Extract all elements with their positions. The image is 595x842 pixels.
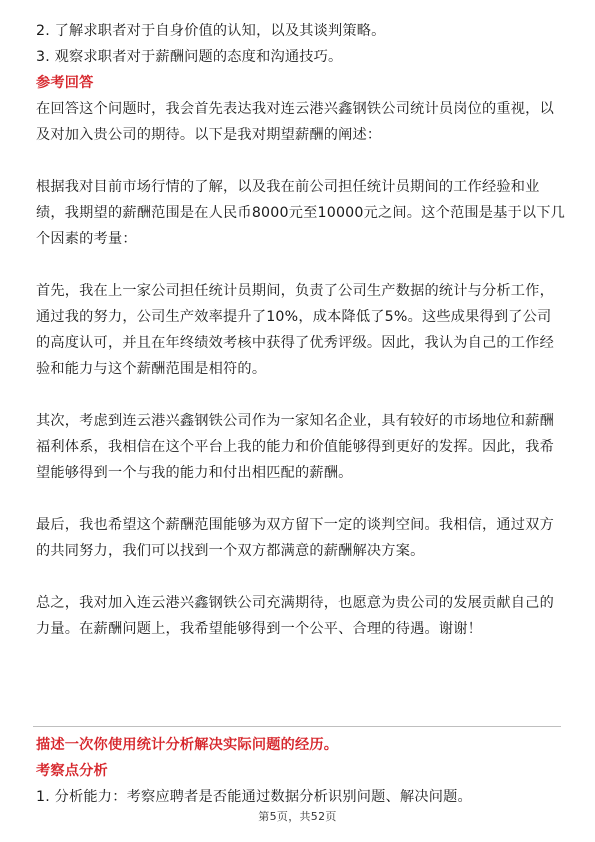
paragraph-line: 个因素的考量： xyxy=(36,231,137,247)
paragraph-first-reason xyxy=(36,278,560,382)
paragraph-last-reason xyxy=(36,512,560,564)
paragraph-line: 及对加入贵公司的期待。以下是我对期望薪酬的阐述： xyxy=(36,127,382,143)
paragraph-line: 总之，我对加入连云港兴鑫钢铁公司充满期待，也愿意为贵公司的发展贡献自己的 xyxy=(36,595,554,611)
paragraph-line: 在回答这个问题时，我会首先表达我对连云港兴鑫钢铁公司统计员岗位的重视，以 xyxy=(36,101,554,117)
next-question-section xyxy=(36,732,560,810)
paragraph-line: 其次，考虑到连云港兴鑫钢铁公司作为一家知名企业，具有较好的市场地位和薪酬 xyxy=(36,413,554,429)
paragraph-line: 首先，我在上一家公司担任统计员期间，负责了公司生产数据的统计与分析工作， xyxy=(36,283,554,299)
paragraph-salary-range xyxy=(36,174,566,252)
analysis-item: 1. 分析能力：考察应聘者是否能通过数据分析识别问题、解决问题。 xyxy=(36,789,472,805)
paragraph-line: 验和能力与这个薪酬范围是相符的。 xyxy=(36,361,267,377)
document-body xyxy=(36,18,566,642)
paragraph-line: 力量。在薪酬问题上，我希望能够得到一个公平、合理的待遇。谢谢！ xyxy=(36,621,483,637)
page-number: 第5页，共52页 xyxy=(258,810,337,823)
paragraph-line: 望能够得到一个与我的能力和付出相匹配的薪酬。 xyxy=(36,465,353,481)
paragraph-conclusion xyxy=(36,590,560,642)
paragraph-line: 根据我对目前市场行情的了解，以及我在前公司担任统计员期间的工作经验和业 xyxy=(36,179,540,195)
paragraph-intro xyxy=(36,96,560,148)
section-divider xyxy=(33,726,561,727)
paragraph-line: 的高度认可，并且在年终绩效考核中获得了优秀评级。因此，我认为自己的工作经 xyxy=(36,335,554,351)
answer-heading: 参考回答 xyxy=(36,75,94,91)
paragraph-second-reason xyxy=(36,408,560,486)
question-heading: 描述一次你使用统计分析解决实际问题的经历。 xyxy=(36,737,339,753)
paragraph-line: 最后，我也希望这个薪酬范围能够为双方留下一定的谈判空间。我相信，通过双方 xyxy=(36,517,554,533)
analysis-heading: 考察点分析 xyxy=(36,763,108,779)
list-item-2: 2. 了解求职者对于自身价值的认知，以及其谈判策略。 xyxy=(36,23,386,39)
paragraph-line: 的共同努力，我们可以找到一个双方都满意的薪酬解决方案。 xyxy=(36,543,425,559)
paragraph-line: 福利体系，我相信在这个平台上我的能力和价值能够得到更好的发挥。因此，我希 xyxy=(36,439,554,455)
paragraph-line: 绩，我期望的薪酬范围是在人民币8000元至10000元之间。这个范围是基于以下几 xyxy=(36,205,566,221)
paragraph-line: 通过我的努力，公司生产效率提升了10%，成本降低了5%。这些成果得到了公司 xyxy=(36,309,552,325)
list-item-3: 3. 观察求职者对于薪酬问题的态度和沟通技巧。 xyxy=(36,49,343,65)
